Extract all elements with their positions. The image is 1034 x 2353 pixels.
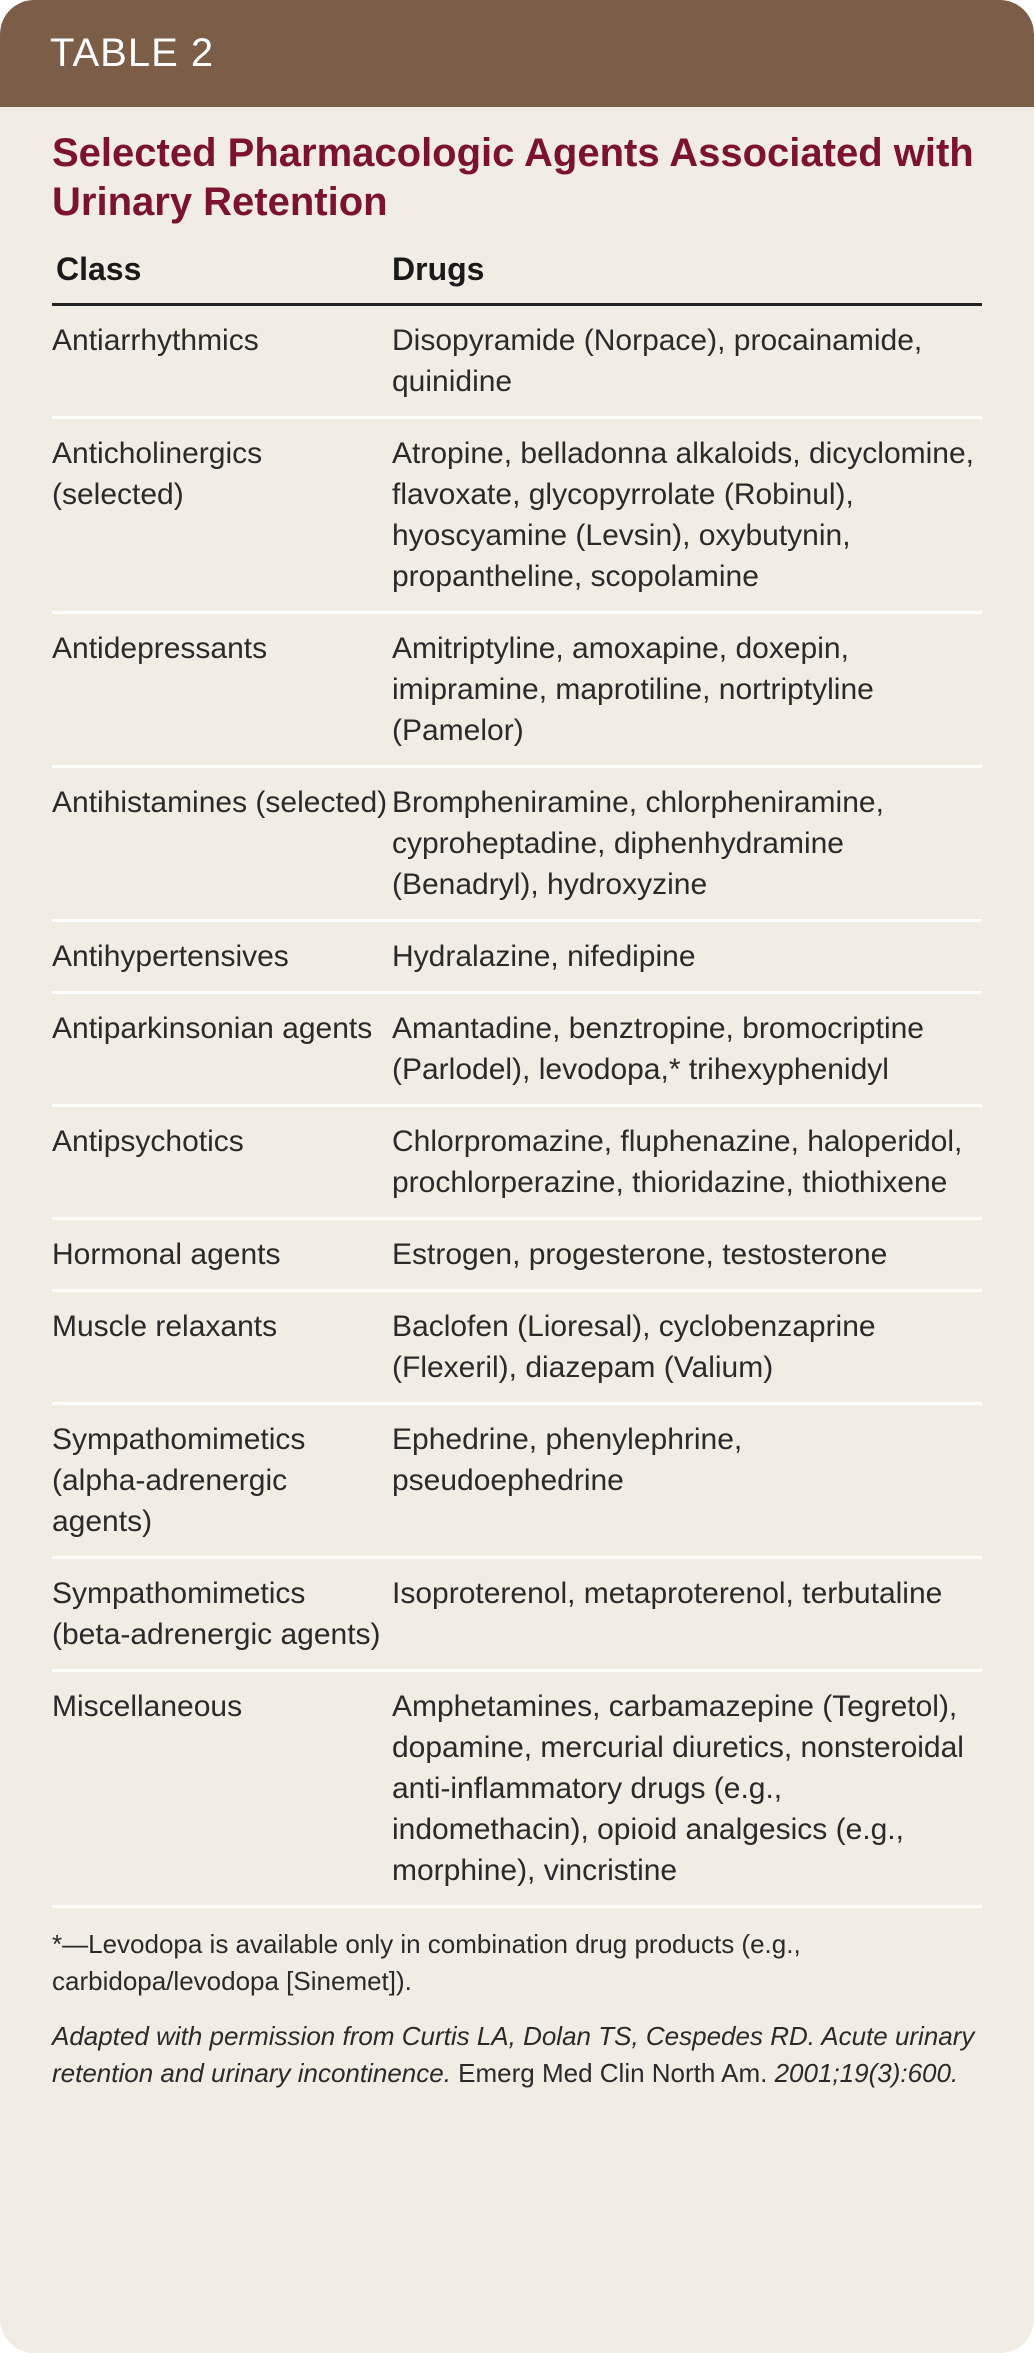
table-title: Selected Pharmacologic Agents Associated with Urinary Retention xyxy=(52,131,974,224)
drug-class-cell: Antihypertensives xyxy=(52,940,289,973)
table-body xyxy=(52,306,982,1908)
drugs-cell: Amphetamines, carbamazepine (Tegretol), dopamine, mercurial diuretics, nonsteroidal anti-inflammatory drugs (e.g., indomethacin), opioid analgesics (e.g., morphine), vincristine xyxy=(392,1690,964,1887)
table-row xyxy=(52,922,982,994)
drug-class-cell: Antiarrhythmics xyxy=(52,324,259,357)
drugs-cell: Disopyramide (Norpace), procainamide, quinidine xyxy=(392,324,923,398)
table-row xyxy=(52,768,982,922)
table-row xyxy=(52,419,982,614)
drugs-cell: Brompheniramine, chlorpheniramine, cyproheptadine, diphenhydramine (Benadryl), hydroxyzine xyxy=(392,786,884,901)
drugs-cell: Isoproterenol, metaproterenol, terbutaline xyxy=(392,1577,943,1610)
table-row xyxy=(52,1220,982,1292)
table-row xyxy=(52,1672,982,1908)
source-citation-italic: Adapted with permission from Curtis LA, Dolan TS, Cespedes RD. Acute urinary retention and urinary incontinence. xyxy=(52,2021,975,2088)
table-row xyxy=(52,1107,982,1220)
drugs-cell: Chlorpromazine, fluphenazine, haloperidol, prochlorperazine, thioridazine, thiothixene xyxy=(392,1125,963,1199)
drug-class-cell: Antidepressants xyxy=(52,632,268,665)
drug-class-cell: Hormonal agents xyxy=(52,1238,281,1271)
drugs-cell: Atropine, belladonna alkaloids, dicyclomine, flavoxate, glycopyrrolate (Robinul), hyoscyamine (Levsin), oxybutynin, propantheline, scopolamine xyxy=(392,437,975,593)
table-row xyxy=(52,1292,982,1405)
footnote: *—Levodopa is available only in combination drug products (e.g., carbidopa/levodopa [Sinemet]). xyxy=(52,1929,801,1996)
drugs-cell: Baclofen (Lioresal), cyclobenzaprine (Flexeril), diazepam (Valium) xyxy=(392,1310,876,1384)
table-content xyxy=(0,129,1034,2092)
drug-class-cell: Anticholinergics (selected) xyxy=(52,437,263,511)
drug-table xyxy=(52,249,982,1908)
drug-class-cell: Sympathomimetics (alpha-adrenergic agents) xyxy=(52,1423,306,1538)
table-row xyxy=(52,1405,982,1559)
table-row xyxy=(52,1559,982,1672)
drug-class-cell: Muscle relaxants xyxy=(52,1310,278,1343)
source-citation-journal: Emerg Med Clin North Am. xyxy=(450,2058,775,2088)
table-row xyxy=(52,614,982,768)
source-citation-volume: 2001;19(3):600. xyxy=(774,2058,959,2088)
drugs-cell: Hydralazine, nifedipine xyxy=(392,940,696,973)
table-number-label: TABLE 2 xyxy=(50,31,215,75)
source-citation xyxy=(52,2018,982,2092)
drugs-cell: Amitriptyline, amoxapine, doxepin, imipramine, maprotiline, nortriptyline (Pamelor) xyxy=(392,632,874,747)
table-header-bar xyxy=(0,0,1034,107)
drug-class-cell: Antihistamines (selected) xyxy=(52,786,388,819)
drug-class-cell: Antipsychotics xyxy=(52,1125,244,1158)
drug-class-cell: Antiparkinsonian agents xyxy=(52,1012,373,1045)
drugs-cell: Estrogen, progesterone, testosterone xyxy=(392,1238,888,1271)
table-row xyxy=(52,306,982,419)
column-header-drugs: Drugs xyxy=(392,251,485,287)
drug-class-cell: Sympathomimetics (beta-adrenergic agents) xyxy=(52,1577,381,1651)
table-row xyxy=(52,994,982,1107)
drugs-cell: Amantadine, benztropine, bromocriptine (Parlodel), levodopa,* trihexyphenidyl xyxy=(392,1012,924,1086)
column-header-class: Class xyxy=(56,251,142,287)
table-head xyxy=(52,249,982,306)
drugs-cell: Ephedrine, phenylephrine, pseudoephedrine xyxy=(392,1423,743,1497)
drug-class-cell: Miscellaneous xyxy=(52,1690,243,1723)
